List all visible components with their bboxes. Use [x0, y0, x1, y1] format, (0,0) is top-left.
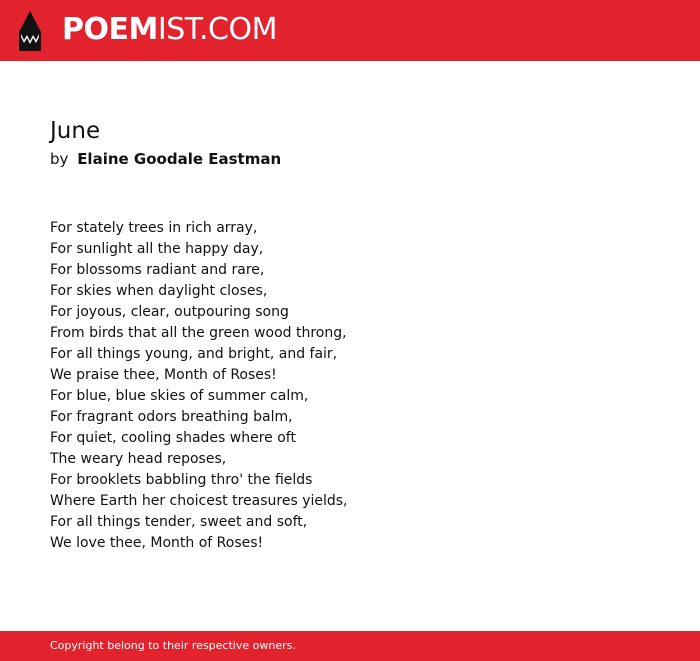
poem-line: We praise thee, Month of Roses!: [50, 367, 277, 383]
byline: [50, 149, 281, 169]
poem-line: For blue, blue skies of summer calm,: [50, 388, 309, 404]
poem-author: Elaine Goodale Eastman: [77, 150, 282, 168]
poem-line: From birds that all the green wood throng,: [50, 325, 347, 341]
copyright-notice: Copyright belong to their respective owners.: [50, 639, 296, 652]
site-logo[interactable]: [62, 13, 277, 47]
poem-line: For fragrant odors breathing balm,: [50, 409, 293, 425]
logo-light-text: IST.COM: [157, 12, 277, 47]
poem-body: [50, 218, 348, 554]
poem-line: For quiet, cooling shades where oft: [50, 430, 296, 446]
poem-line: For stately trees in rich array,: [50, 220, 258, 236]
byline-prefix: by: [50, 150, 69, 168]
poem-line: For sunlight all the happy day,: [50, 241, 264, 257]
site-header: [0, 0, 700, 61]
poem-line: For all things tender, sweet and soft,: [50, 514, 308, 530]
poem-line: For joyous, clear, outpouring song: [50, 304, 289, 320]
logo-bold-text: POEM: [62, 12, 158, 47]
poem-line: The weary head reposes,: [50, 451, 227, 467]
poem-line: For brooklets babbling thro' the fields: [50, 472, 313, 488]
site-footer: [0, 631, 700, 661]
poem-line: We love thee, Month of Roses!: [50, 535, 264, 551]
poem-line: For skies when daylight closes,: [50, 283, 268, 299]
poem-line: For blossoms radiant and rare,: [50, 262, 265, 278]
poem-line: For all things young, and bright, and fair,: [50, 346, 338, 362]
poem-line: Where Earth her choicest treasures yields,: [50, 493, 348, 509]
pencil-tip-icon[interactable]: [18, 10, 42, 52]
poem-title: June: [50, 118, 101, 144]
